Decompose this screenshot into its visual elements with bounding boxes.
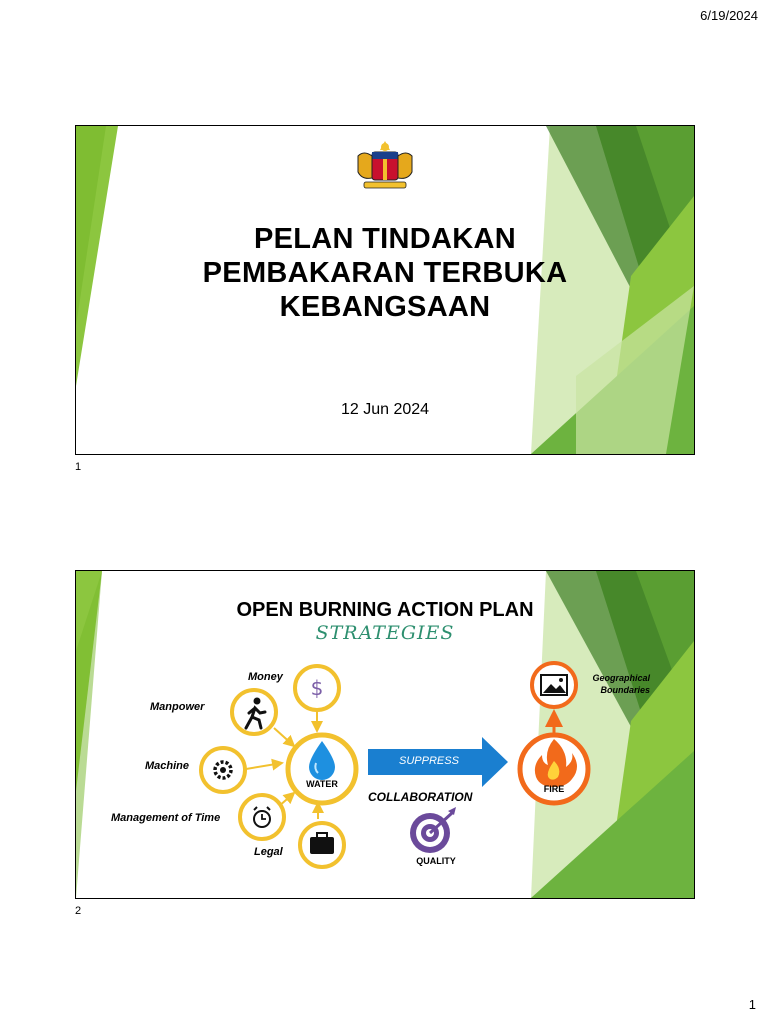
briefcase-icon (300, 823, 344, 867)
slide-1-title (76, 222, 694, 324)
slide-2-subtitle: STRATEGIES (315, 622, 455, 644)
legal-label: Legal (254, 846, 283, 858)
fire-label: FIRE (543, 784, 565, 794)
strategy-diagram (76, 571, 694, 898)
page-number: 1 (748, 997, 756, 1012)
title-line-2: PEMBAKARAN TERBUKA (202, 257, 568, 289)
quality-label: QUALITY (416, 856, 456, 866)
geo-line-1: Geographical (592, 673, 650, 683)
target-quality-icon (410, 807, 456, 853)
title-line-3: KEBANGSAAN (279, 291, 491, 323)
geo-line-2: Boundaries (600, 685, 650, 695)
water-icon (288, 735, 356, 803)
slide-1-date: 12 Jun 2024 (340, 401, 430, 418)
management-of-time-label: Management of Time (111, 812, 221, 824)
alarm-clock-icon (240, 795, 284, 839)
print-date: 6/19/2024 (700, 8, 758, 23)
water-label: WATER (306, 779, 338, 789)
collaboration-label: COLLABORATION (368, 790, 473, 804)
suppress-label: SUPPRESS (399, 755, 459, 767)
machine-gear-icon (201, 748, 245, 792)
slide-2-title: OPEN BURNING ACTION PLAN (236, 599, 534, 621)
image-landscape-icon (532, 663, 576, 707)
svg-text:$: $ (310, 676, 324, 700)
manpower-icon (232, 690, 276, 734)
title-line-1: PELAN TINDAKAN (254, 223, 516, 255)
geographical-boundaries-label (571, 672, 650, 696)
coat-of-arms-logo (350, 138, 420, 193)
slide-1 (75, 125, 695, 455)
machine-label: Machine (145, 760, 190, 772)
slide-1-number: 1 (75, 461, 82, 473)
manpower-label: Manpower (150, 701, 205, 713)
slide-2-number: 2 (75, 905, 82, 917)
money-icon (295, 666, 339, 710)
slide-2 (75, 570, 695, 899)
money-label: Money (248, 671, 283, 683)
